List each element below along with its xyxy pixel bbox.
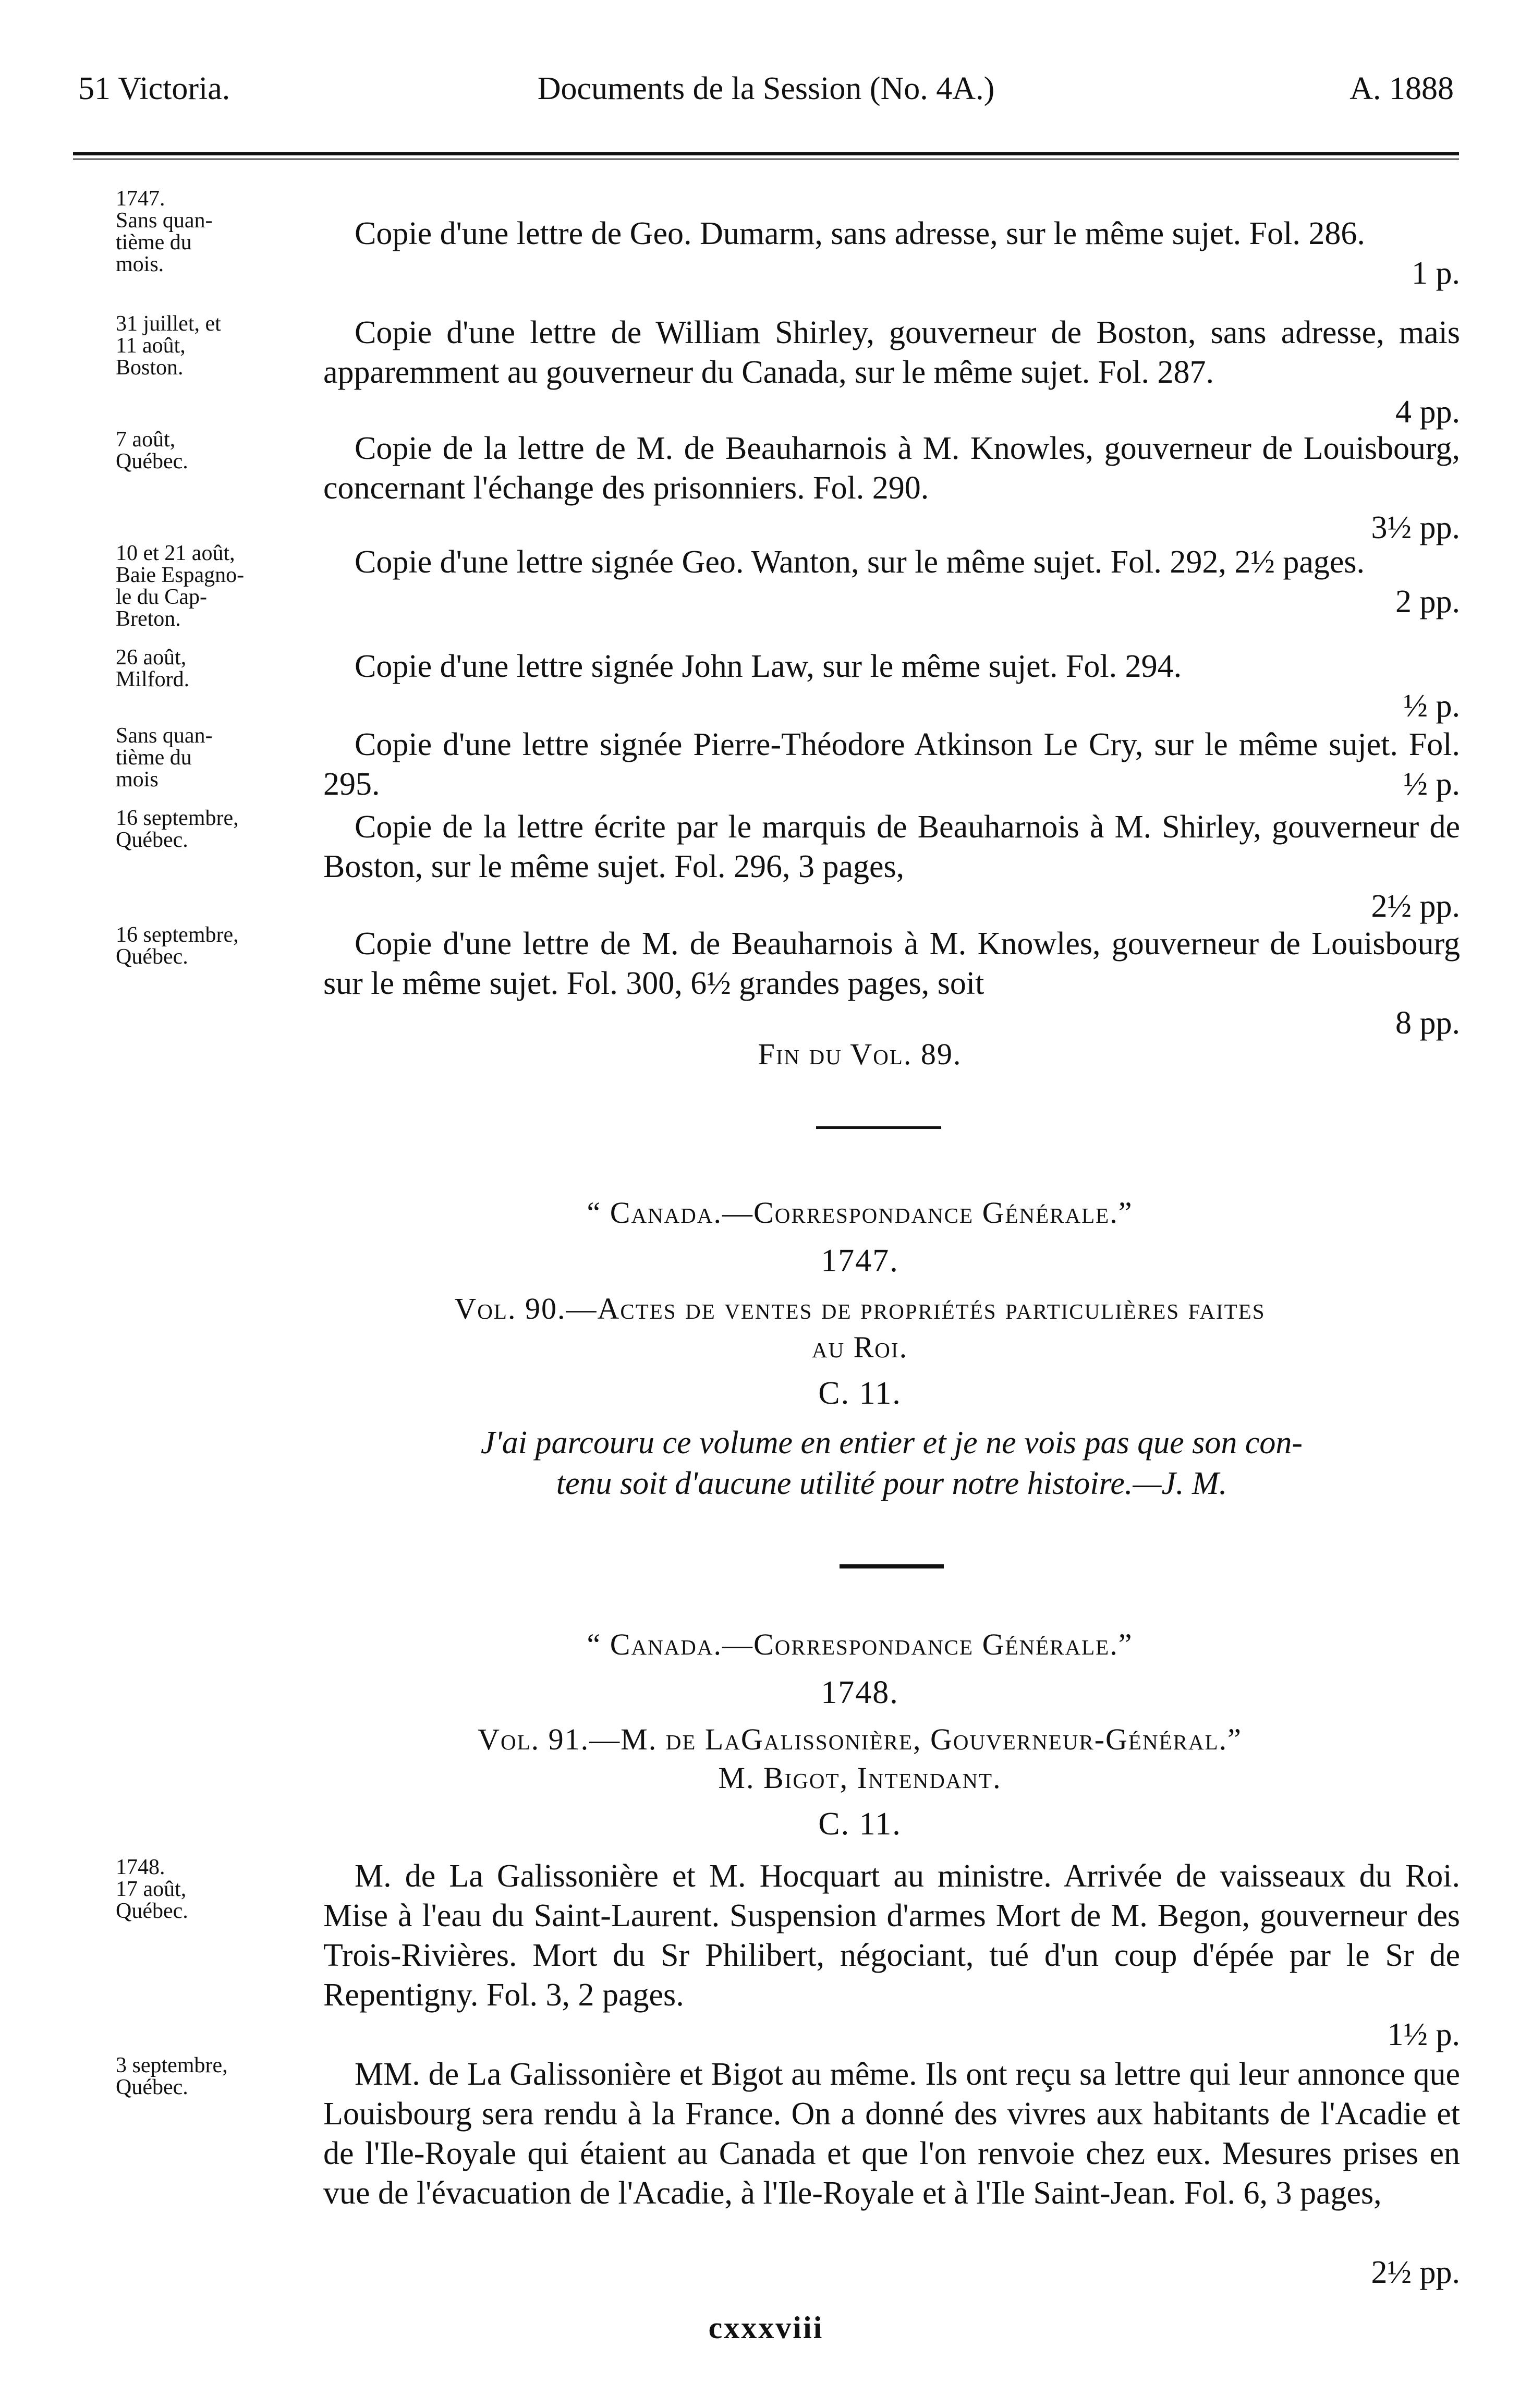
entry-text: Copie d'une lettre signée Pierre-Théodore Atkinson Le Cry, sur le même sujet. Fol. 295. <box>323 727 1460 802</box>
series-heading: “ Canada.—Correspondance Générale.” <box>587 1627 1133 1661</box>
entry-pages: ½ p. <box>1403 688 1460 724</box>
entry-pages: 1½ p. <box>1387 2017 1460 2052</box>
collection-code: C. 11. <box>818 1806 902 1842</box>
volume-title-cont: au Roi. <box>811 1330 908 1364</box>
series-heading: “ Canada.—Correspondance Générale.” <box>587 1196 1133 1230</box>
header-center: Documents de la Session (No. 4A.) <box>537 71 995 106</box>
entry-pages: ½ p. <box>1403 767 1460 802</box>
entry-text: Copie de la lettre de M. de Beauharnois à M. Knowles, gouverneur de Louisbourg, concernant l'échange des prisonniers. Fol. 290. <box>323 431 1460 506</box>
collection-code: C. 11. <box>818 1376 902 1411</box>
section-divider <box>840 1564 944 1568</box>
margin-note: 16 septembre, Québec. <box>116 806 239 852</box>
section-divider <box>816 1126 941 1129</box>
margin-note: Sans quan- tième du mois <box>116 724 213 792</box>
section-year: 1748. <box>821 1675 899 1710</box>
editor-note-cont: tenu soit d'aucune utilité pour notre histoire.—J. M. <box>556 1466 1227 1501</box>
margin-note: 3 septembre, Québec. <box>116 2053 228 2099</box>
volume-title-cont: M. Bigot, Intendant. <box>718 1761 1002 1795</box>
margin-note: 1747. Sans quan- tième du mois. <box>116 187 213 276</box>
entry-text: Copie d'une lettre de William Shirley, gouverneur de Boston, sans adresse, mais apparemment au gouverneur du Canada, sur le même sujet. Fol. 287. <box>323 315 1460 390</box>
editor-note: J'ai parcouru ce volume en entier et je ne vois pas que son con- <box>480 1425 1303 1461</box>
margin-note: 10 et 21 août, Baie Espagno- le du Cap- Breton. <box>116 541 245 631</box>
entry-pages: 3½ pp. <box>1371 510 1460 545</box>
entry-text: MM. de La Galissonière et Bigot au même. Ils ont reçu sa lettre qui leur annonce que Louisbourg sera rendu à la France. On a donné des vivres aux habitants de l'Acadie et de l'Ile-Royale qui étaient au Canada et que l'on renvoie chez eux. Mesures prises en vue de l'évacuation de l'Acadie, à l'Ile-Royale et à l'Ile Saint-Jean. Fol. 6, 3 pages, <box>323 2057 1460 2211</box>
entry-pages: 8 pp. <box>1395 1005 1460 1041</box>
margin-note: 16 septembre, Québec. <box>116 923 239 969</box>
end-of-volume-note: Fin du Vol. 89. <box>758 1037 962 1071</box>
entry-pages: 4 pp. <box>1395 394 1460 430</box>
entry-text: Copie d'une lettre signée Geo. Wanton, sur le même sujet. Fol. 292, 2½ pages. <box>355 544 1365 580</box>
entry-text: Copie de la lettre écrite par le marquis de Beauharnois à M. Shirley, gouverneur de Boston, sur le même sujet. Fol. 296, 3 pages, <box>323 809 1460 884</box>
entry-pages: 2½ pp. <box>1371 2255 1460 2290</box>
volume-title: Vol. 91.—M. de LaGalissonière, Gouverneur-Général.” <box>478 1722 1242 1756</box>
entry-text: Copie d'une lettre de Geo. Dumarm, sans adresse, sur le même sujet. Fol. 286. <box>355 216 1365 251</box>
entry-pages: 2½ pp. <box>1371 889 1460 924</box>
entry-text: Copie d'une lettre de M. de Beauharnois à M. Knowles, gouverneur de Louisbourg sur le même sujet. Fol. 300, 6½ grandes pages, soit <box>323 926 1460 1001</box>
entry-pages: 1 p. <box>1412 256 1460 291</box>
section-year: 1747. <box>821 1243 899 1279</box>
entry-text: Copie d'une lettre signée John Law, sur le même sujet. Fol. 294. <box>355 649 1182 684</box>
page-folio: cxxxviii <box>708 2310 824 2345</box>
margin-note: 26 août, Milford. <box>116 646 190 691</box>
margin-note: 31 juillet, et 11 août, Boston. <box>116 312 221 380</box>
volume-title: Vol. 90.—Actes de ventes de propriétés particulières faites <box>454 1292 1266 1325</box>
margin-note: 7 août, Québec. <box>116 428 188 473</box>
margin-note: 1748. 17 août, Québec. <box>116 1855 188 1923</box>
header-left: 51 Victoria. <box>78 71 230 106</box>
running-head <box>73 68 1459 110</box>
entry-pages: 2 pp. <box>1395 584 1460 619</box>
header-rule <box>73 152 1459 160</box>
entry-text: M. de La Galissonière et M. Hocquart au ministre. Arrivée de vaisseaux du Roi. Mise à l'eau du Saint-Laurent. Suspension d'armes Mort de M. Begon, gouverneur des Trois-Rivières. Mort du Sr Philibert, négociant, tué d'un coup d'épée par le Sr de Repentigny. Fol. 3, 2 pages. <box>323 1858 1460 2013</box>
header-right: A. 1888 <box>1349 71 1454 106</box>
